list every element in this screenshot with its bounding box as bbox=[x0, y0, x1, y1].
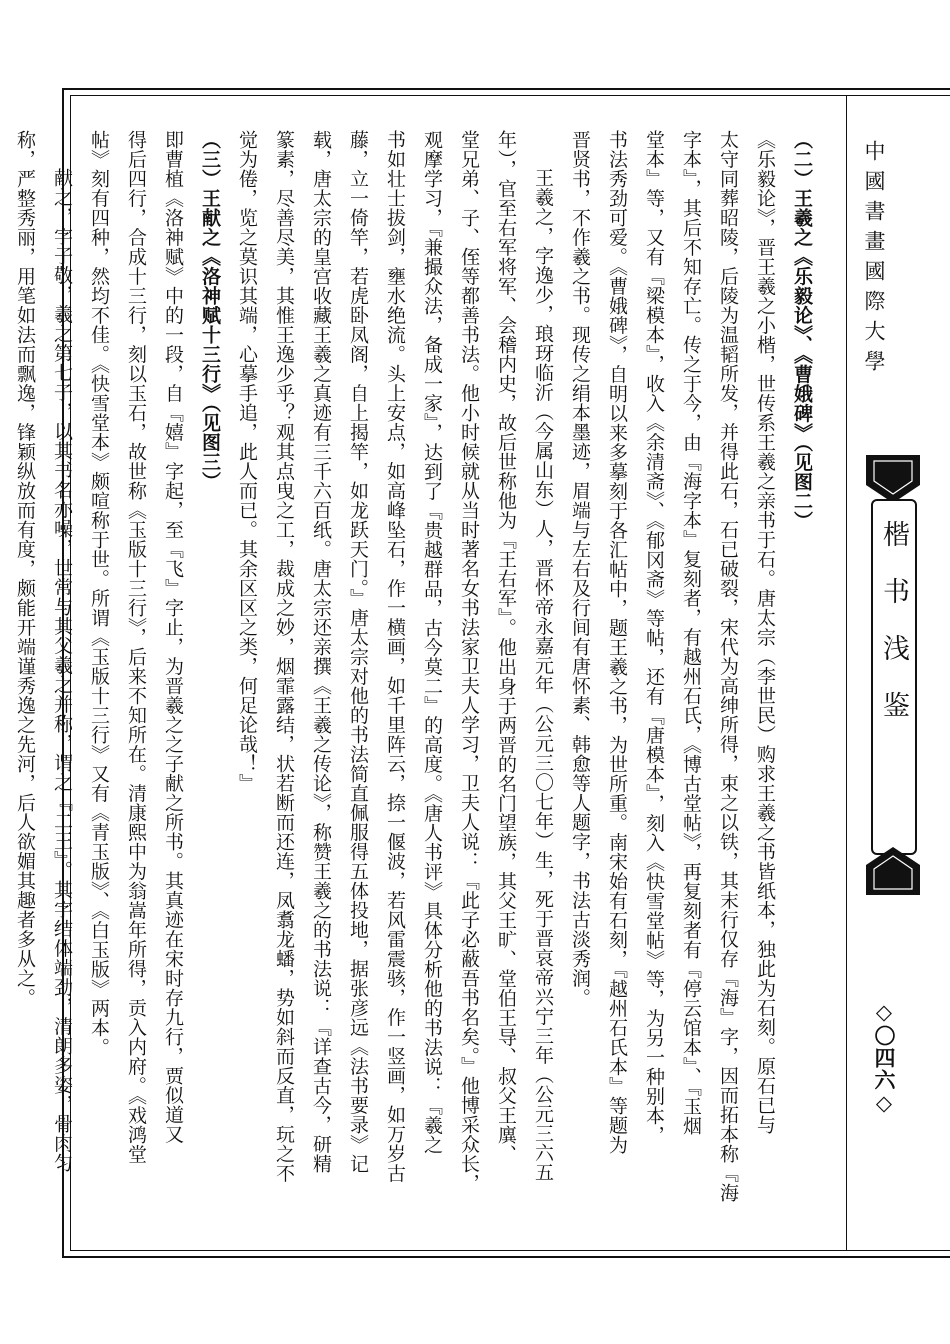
text-column: 书法秀劲可爱。《曹娥碑》，自明以来多摹刻于各汇帖中，题王羲之书，为世所重。南宋始有石刻，『越州石氏本』等题为 bbox=[606, 130, 628, 1155]
text-column: 即曹植《洛神赋》中的一段，自『嬉』字起，至『飞』字止，为晋羲之之子献之所书。其真迹在宋时存九行，贾似道又 bbox=[162, 130, 184, 1144]
banner-cap-bottom bbox=[866, 847, 920, 895]
text-column: 称，严整秀丽，用笔如法而飘逸，锋颖纵放而有度，颇能开端谨秀逸之先河，后人欲媚其趣者多从之。 bbox=[14, 130, 36, 1008]
text-column: 献之，字子敬，羲之第七子，以其书名亦噪，世常与其父羲之并称，谓之『二王』。其字结体端劲，清朗多姿，骨肉匀 bbox=[51, 168, 73, 1173]
text-column: 得后四行，合成十三行，刻以玉石，故世称《玉版十三行》，后来不知所在。清康熙中为翁嵩年所得，贡入内府。《戏鸿堂 bbox=[125, 130, 147, 1164]
text-column: 字本』，其后不知存亡。传之于今，由『海字本』复刻者，有越州石氏，《博古堂帖》，再复刻者有『停云馆本』、『玉烟 bbox=[680, 130, 702, 1136]
section-heading-2: （二）王羲之《乐毅论》、《曹娥碑》（见图二） bbox=[791, 130, 813, 531]
banner-cap-top bbox=[866, 455, 920, 503]
text-column: 帖》刻有四种，然均不佳。《快雪堂本》颇喧称于世。所谓《玉版十三行》又有《青玉版》、《白玉版》两本。 bbox=[88, 130, 110, 1057]
page-number: ◇〇四六◇ bbox=[872, 1000, 896, 1116]
text-column: 载，唐太宗的皇宫收藏王羲之真迹有三千六百纸。唐太宗还亲撰《王羲之传论》，称赞王羲之的书法说：『详查古今，研精 bbox=[310, 130, 332, 1174]
section-heading-4 bbox=[0, 130, 6, 1212]
text-column: 年），官至右军将军、会稽内史，故后世称他为『王右军』。他出身于两晋的名门望族，其父王旷、堂伯王导、叔父王廙、 bbox=[495, 130, 517, 1164]
text-column: 觉为倦，览之莫识其端，心摹手追，此人而已。其余区区之类，何足论哉！』 bbox=[236, 130, 258, 793]
text-column: 篆素，尽善尽美，其惟王逸少乎？观其点曳之工，裁成之妙，烟霏露结，状若断而还连，凤翥龙蟠，势如斜而反直，玩之不 bbox=[273, 130, 295, 1183]
margin-divider bbox=[846, 95, 847, 1251]
text-column: 晋贤书，不作羲之书。现传之绢本墨迹，眉端与左右及行间有唐怀素、韩愈等人题字，书法古淡秀润。 bbox=[569, 130, 591, 1008]
body-text bbox=[14, 130, 820, 1212]
text-column: 《乐毅论》，晋王羲之小楷，世传系王羲之亲书于石。唐太宗（李世民）购求王羲之书皆纸本，独此为石刻。原石已与 bbox=[754, 130, 776, 1135]
text-column: 书如壮士拔剑，壅水绝流。头上安点，如高峰坠石，作一横画，如千里阵云，捺一偃波，若风雷震骇，作一竖画，如万岁古 bbox=[384, 130, 406, 1183]
text-column: 太守同葬昭陵，后陵为温韬所发，并得此石，石已破裂，宋代为高绅所得，束之以铁，其末行仅存『海』字，因而拓本称『海 bbox=[717, 130, 739, 1203]
text-column: 王羲之，字逸少，琅玡临沂（今属山东）人，晋怀帝永嘉元年（公元三〇七年）生，死于晋哀帝兴宁三年（公元三六五 bbox=[532, 168, 554, 1182]
section-heading-3: （三）王献之《洛神赋十三行》（见图三） bbox=[199, 130, 221, 491]
text-column: 堂兄弟、子、侄等都善书法。他小时候就从当时著名女书法家卫夫人学习，卫夫人说：『此子必蔽吾书名矣。』他博采众长， bbox=[458, 130, 480, 1193]
university-name: 中國書畫國際大學 bbox=[862, 140, 886, 380]
book-title: 楷书浅鉴 bbox=[878, 520, 909, 748]
text-column: 观摩学习，『兼撮众法，备成一家』，达到了『贵越群品，古今莫二』的高度。《唐人书评》具体分析他的书法说：『羲之 bbox=[421, 130, 443, 1155]
text-column: 藤，立一倚竿，若虎卧凤阁，自上揭竿，如龙跃天门。』唐太宗对他的书法简直佩服得五体投地，据张彦远《法书要录》记 bbox=[347, 130, 369, 1174]
text-column: 堂本』等，又有『梁模本』，收入《余清斋》、《郁冈斋》等帖，还有『唐模本』，刻入《快雪堂帖》等，为另一种别本， bbox=[643, 130, 665, 1145]
